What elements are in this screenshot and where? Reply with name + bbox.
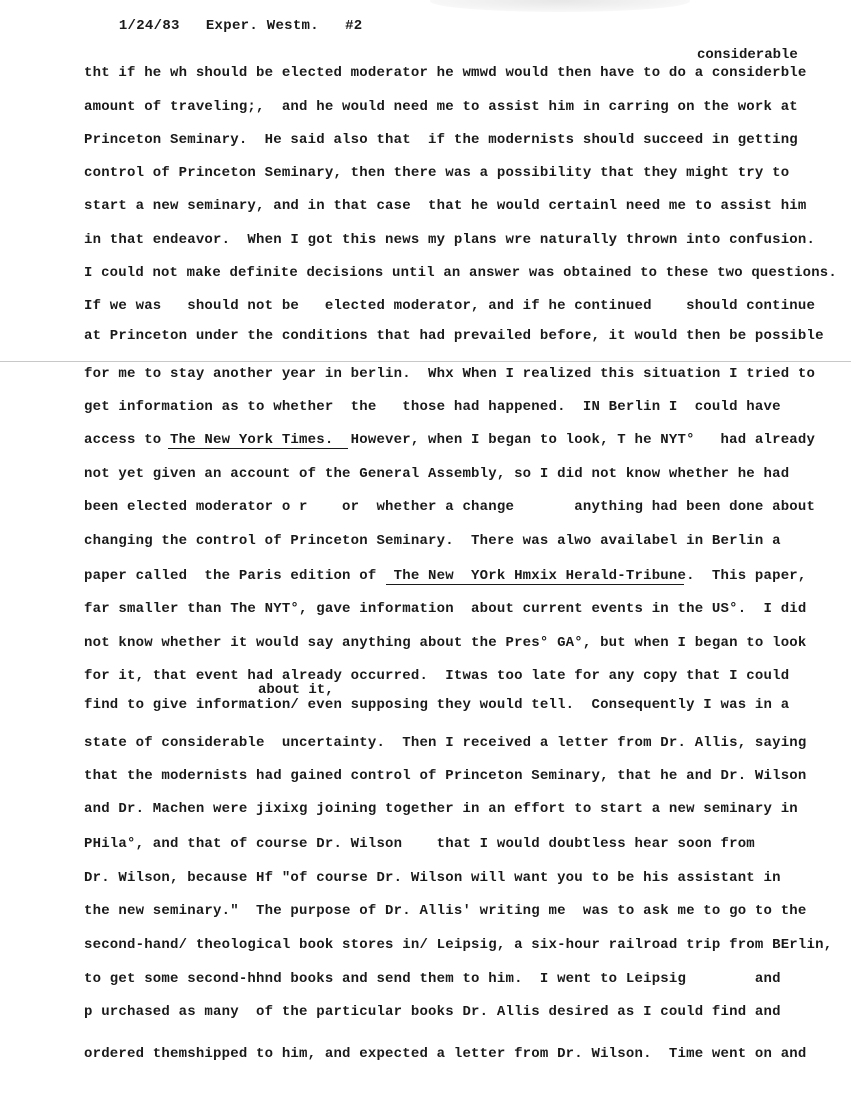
text-line: paper called the Paris edition of The New YOrk Hmxix Herald-Tribune. This paper, (84, 568, 807, 584)
text-line: far smaller than The NYT°, gave information about current events in the US°. I did (84, 601, 807, 617)
text-line: PHila°, and that of course Dr. Wilson that I would doubtless hear soon from (84, 836, 755, 852)
scan-line (0, 361, 851, 362)
header-page-number: #2 (345, 18, 363, 34)
header-title: Exper. Westm. (205, 18, 319, 34)
text-line: to get some second-hhnd books and send them to him. I went to Leipsig and (84, 971, 781, 987)
text-line: get information as to whether the those had happened. IN Berlin I could have (84, 399, 781, 415)
text-line: changing the control of Princeton Seminary. There was alwo availabel in Berlin a (84, 533, 781, 549)
text-line: I could not make definite decisions until an answer was obtained to these two questions. (84, 265, 837, 281)
text-line: tht if he wh should be elected moderator he wmwd would then have to do a considerble (84, 65, 807, 81)
text-line: not yet given an account of the General Assembly, so I did not know whether he had (84, 466, 790, 482)
text-line: second-hand/ theological book stores in/ Leipsig, a six-hour railroad trip from BErlin, (84, 937, 833, 953)
scan-smudge (430, 0, 690, 12)
text-line: at Princeton under the conditions that had prevailed before, it would then be possible (84, 328, 824, 344)
text-line: been elected moderator o r or whether a change anything had been done about (84, 499, 816, 515)
text-line: find to give information/ even supposing they would tell. Consequently I was in a (84, 697, 790, 713)
text-line: and Dr. Machen were jixixg joining together in an effort to start a new seminary in (84, 801, 798, 817)
text-line: the new seminary." The purpose of Dr. Allis' writing me was to ask me to go to the (84, 903, 807, 919)
text-line: for me to stay another year in berlin. Whx When I realized this situation I tried to (84, 366, 816, 382)
text-line: control of Princeton Seminary, then there was a possibility that they might try to (84, 165, 790, 181)
insert-about-it: about it, (258, 682, 334, 698)
text-line: access to The New York Times. However, when I began to look, T he NYT° had already (84, 432, 816, 448)
text-line: p urchased as many of the particular books Dr. Allis desired as I could find and (84, 1004, 781, 1020)
text-line: state of considerable uncertainty. Then I received a letter from Dr. Allis, saying (84, 735, 807, 751)
text-line: not know whether it would say anything about the Pres° GA°, but when I began to look (84, 635, 807, 651)
text-line: Princeton Seminary. He said also that if the modernists should succeed in getting (84, 132, 798, 148)
text-line: for it, that event had already occurred. Itwas too late for any copy that I could (84, 668, 790, 684)
page-header (84, 2, 362, 50)
insert-considerable: considerable (697, 47, 798, 63)
text-line: Dr. Wilson, because Hf "of course Dr. Wilson will want you to be his assistant in (84, 870, 781, 886)
underline-herald-tribune (386, 584, 684, 585)
text-line: that the modernists had gained control of Princeton Seminary, that he and Dr. Wilson (84, 768, 807, 784)
header-date: 1/24/83 (118, 18, 180, 34)
underline-nyt (168, 448, 348, 449)
text-line: ordered themshipped to him, and expected a letter from Dr. Wilson. Time went on and (84, 1046, 807, 1062)
text-line: If we was should not be elected moderator, and if he continued should continue (84, 298, 816, 314)
text-line: start a new seminary, and in that case that he would certainl need me to assist him (84, 198, 807, 214)
text-line: amount of traveling;, and he would need me to assist him in carring on the work at (84, 99, 798, 115)
text-line: in that endeavor. When I got this news my plans wre naturally thrown into confusion. (84, 232, 816, 248)
